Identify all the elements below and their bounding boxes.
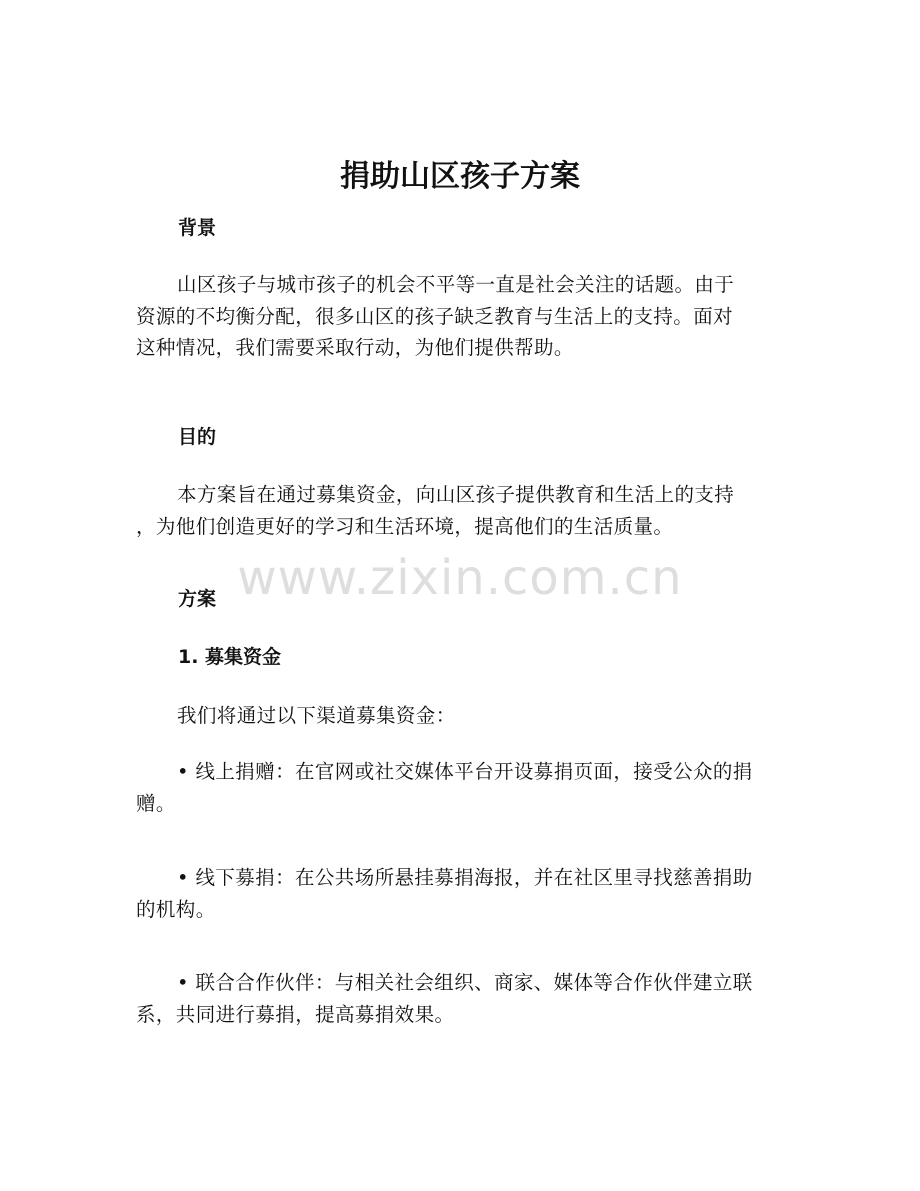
heading-purpose: 目的	[178, 426, 217, 448]
paragraph-line: 赠。	[136, 791, 176, 815]
heading-background: 背景	[178, 217, 217, 239]
document-title: 捐助山区孩子方案	[340, 159, 580, 194]
paragraph-line: 系，共同进行募捐，提高募捐效果。	[136, 1002, 455, 1026]
paragraph-line: 山区孩子与城市孩子的机会不平等一直是社会关注的话题。由于	[177, 273, 735, 296]
paragraph-line: • 联合合作伙伴：与相关社会组织、商家、媒体等合作伙伴建立联	[177, 971, 753, 994]
paragraph-line: ，为他们创造更好的学习和生活环境，提高他们的生活质量。	[136, 514, 674, 538]
heading-fundraising: 1. 募集资金	[178, 646, 282, 668]
paragraph-line: 的机构。	[136, 897, 216, 921]
paragraph-line: 我们将通过以下渠道募集资金：	[177, 704, 456, 727]
paragraph-line: 资源的不均衡分配，很多山区的孩子缺乏教育与生活上的支持。面对	[136, 304, 734, 328]
paragraph-line: • 线下募捐：在公共场所悬挂募捐海报，并在社区里寻找慈善捐助	[177, 866, 753, 889]
paragraph-fundraising-intro	[136, 700, 786, 732]
heading-plan: 方案	[178, 588, 217, 610]
paragraph-line: • 线上捐赠：在官网或社交媒体平台开设募捐页面，接受公众的捐	[177, 760, 753, 783]
list-item-partners	[136, 967, 786, 1030]
paragraph-line: 这种情况，我们需要采取行动，为他们提供帮助。	[136, 336, 574, 359]
list-item-offline-fundraising	[136, 862, 786, 925]
watermark: www.zixin.com.cn	[237, 550, 683, 606]
paragraph-background	[136, 269, 786, 364]
paragraph-line: 本方案旨在通过募集资金，向山区孩子提供教育和生活上的支持	[177, 483, 735, 506]
list-item-online-donation	[136, 756, 786, 819]
paragraph-purpose	[136, 479, 786, 542]
